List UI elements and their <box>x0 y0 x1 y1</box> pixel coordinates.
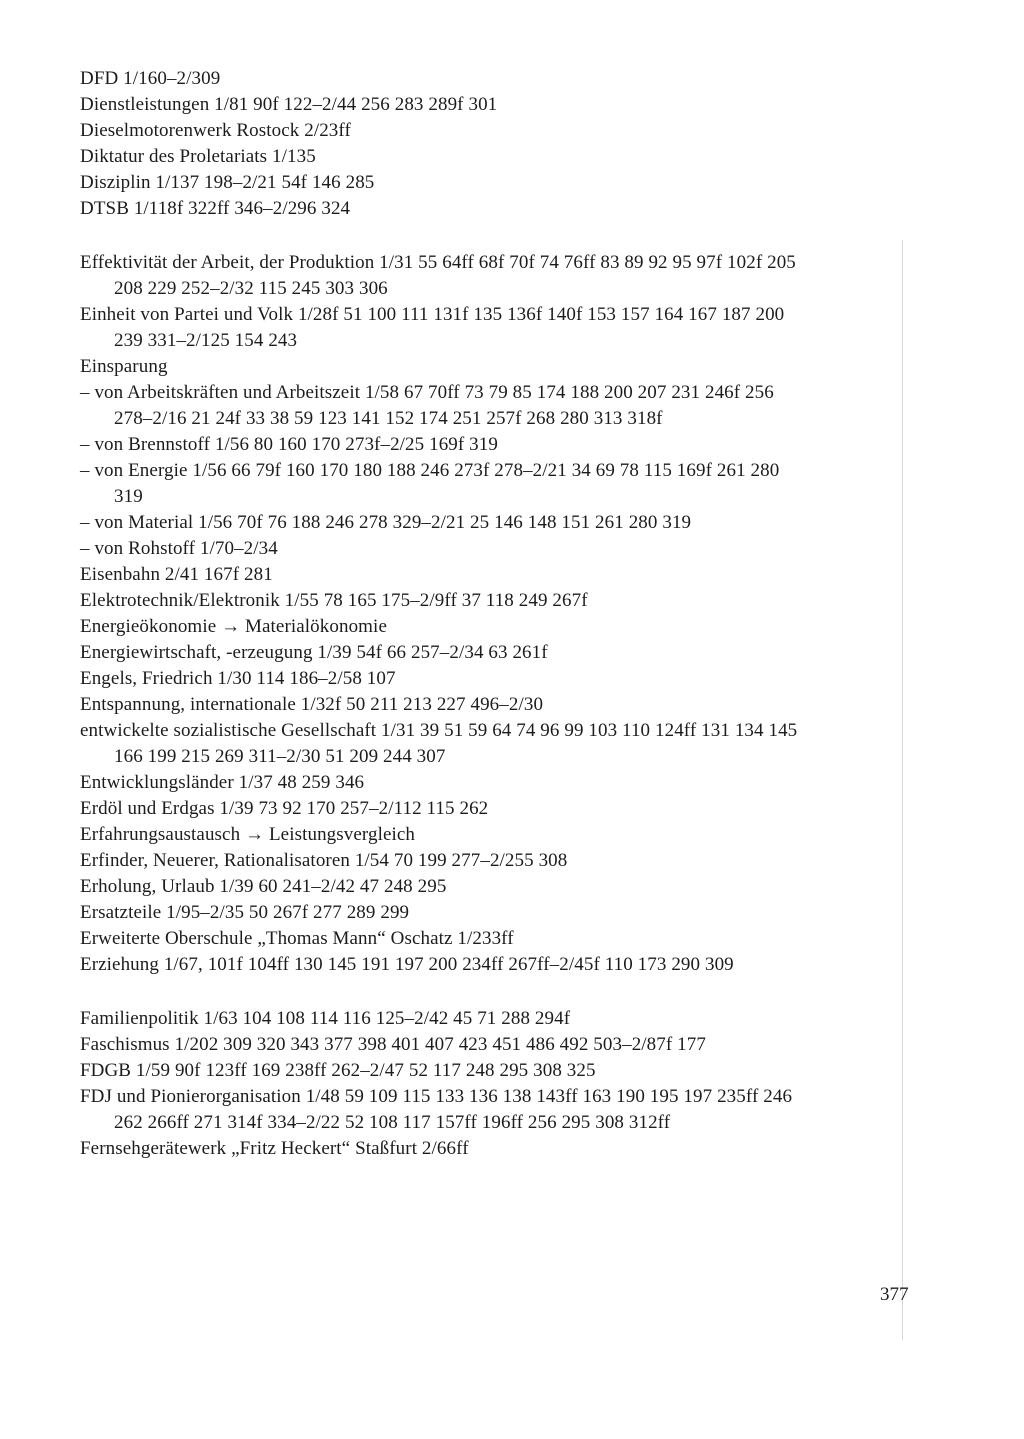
index-entry: entwickelte sozialistische Gesellschaft 1/31 39 51 59 64 74 96 99 103 110 124ff 131 134 145 <box>80 720 798 741</box>
section-gap <box>80 222 940 250</box>
index-entry: Erholung, Urlaub 1/39 60 241–2/42 47 248 295 <box>80 876 447 897</box>
section-gap <box>80 978 940 1006</box>
index-entry: Dienstleistungen 1/81 90f 122–2/44 256 283 289f 301 <box>80 94 498 115</box>
index-subentry: – von Arbeitskräften und Arbeitszeit 1/58 67 70ff 73 79 85 174 188 200 207 231 246f 256 <box>80 382 774 403</box>
index-entries <box>80 66 940 1162</box>
index-entry: Diktatur des Proletariats 1/135 <box>80 146 316 167</box>
index-subentry: – von Brennstoff 1/56 80 160 170 273f–2/25 169f 319 <box>80 434 498 455</box>
index-entry: Erfinder, Neuerer, Rationalisatoren 1/54 70 199 277–2/255 308 <box>80 850 568 871</box>
index-entry: Erfahrungsaustausch → Leistungsvergleich <box>80 824 416 845</box>
index-entry: Erweiterte Oberschule „Thomas Mann“ Oschatz 1/233ff <box>80 928 514 949</box>
index-entry: Engels, Friedrich 1/30 114 186–2/58 107 <box>80 668 396 689</box>
index-entry: Erdöl und Erdgas 1/39 73 92 170 257–2/112 115 262 <box>80 798 489 819</box>
index-entry: Fernsehgerätewerk „Fritz Heckert“ Staßfurt 2/66ff <box>80 1138 469 1159</box>
index-subentry: – von Material 1/56 70f 76 188 246 278 329–2/21 25 146 148 151 261 280 319 <box>80 512 692 533</box>
index-entry: Einsparung <box>80 356 168 377</box>
index-entry: Ersatzteile 1/95–2/35 50 267f 277 289 299 <box>80 902 410 923</box>
index-subentry: – von Energie 1/56 66 79f 160 170 180 188 246 273f 278–2/21 34 69 78 115 169f 261 280 <box>80 460 780 481</box>
index-entry: FDJ und Pionierorganisation 1/48 59 109 115 133 136 138 143ff 163 190 195 197 235ff 246 <box>80 1086 793 1107</box>
index-entry: FDGB 1/59 90f 123ff 169 238ff 262–2/47 52 117 248 295 308 325 <box>80 1060 596 1081</box>
index-entry: Energieökonomie → Materialökonomie <box>80 616 387 637</box>
index-entry: Einheit von Partei und Volk 1/28f 51 100 111 131f 135 136f 140f 153 157 164 167 187 200 <box>80 304 785 325</box>
index-entry: Entspannung, internationale 1/32f 50 211 213 227 496–2/30 <box>80 694 544 715</box>
index-entry: Familienpolitik 1/63 104 108 114 116 125–2/42 45 71 288 294f <box>80 1008 571 1029</box>
index-entry-continuation: 208 229 252–2/32 115 245 303 306 <box>114 278 388 299</box>
index-entry-continuation: 262 266ff 271 314f 334–2/22 52 108 117 157ff 196ff 256 295 308 312ff <box>114 1112 671 1133</box>
index-entry: Energiewirtschaft, -erzeugung 1/39 54f 66 257–2/34 63 261f <box>80 642 548 663</box>
index-entry-continuation: 166 199 215 269 311–2/30 51 209 244 307 <box>114 746 446 767</box>
index-entry: Faschismus 1/202 309 320 343 377 398 401 407 423 451 486 492 503–2/87f 177 <box>80 1034 706 1055</box>
index-entry: Elektrotechnik/Elektronik 1/55 78 165 175–2/9ff 37 118 249 267f <box>80 590 588 611</box>
index-entry: Dieselmotorenwerk Rostock 2/23ff <box>80 120 351 141</box>
index-entry: Erziehung 1/67, 101f 104ff 130 145 191 197 200 234ff 267ff–2/45f 110 173 290 309 <box>80 954 734 975</box>
page-number: 377 <box>880 1284 909 1305</box>
index-entry-continuation: 278–2/16 21 24f 33 38 59 123 141 152 174 251 257f 268 280 313 318f <box>114 408 663 429</box>
index-entry-continuation: 239 331–2/125 154 243 <box>114 330 298 351</box>
index-entry: Eisenbahn 2/41 167f 281 <box>80 564 273 585</box>
index-entry: DTSB 1/118f 322ff 346–2/296 324 <box>80 198 351 219</box>
index-entry: DFD 1/160–2/309 <box>80 68 221 89</box>
index-entry-continuation: 319 <box>114 486 143 507</box>
index-entry: Effektivität der Arbeit, der Produktion 1/31 55 64ff 68f 70f 74 76ff 83 89 92 95 97f 102f 205 <box>80 252 796 273</box>
index-entry: Disziplin 1/137 198–2/21 54f 146 285 <box>80 172 375 193</box>
index-subentry: – von Rohstoff 1/70–2/34 <box>80 538 278 559</box>
index-entry: Entwicklungsländer 1/37 48 259 346 <box>80 772 365 793</box>
